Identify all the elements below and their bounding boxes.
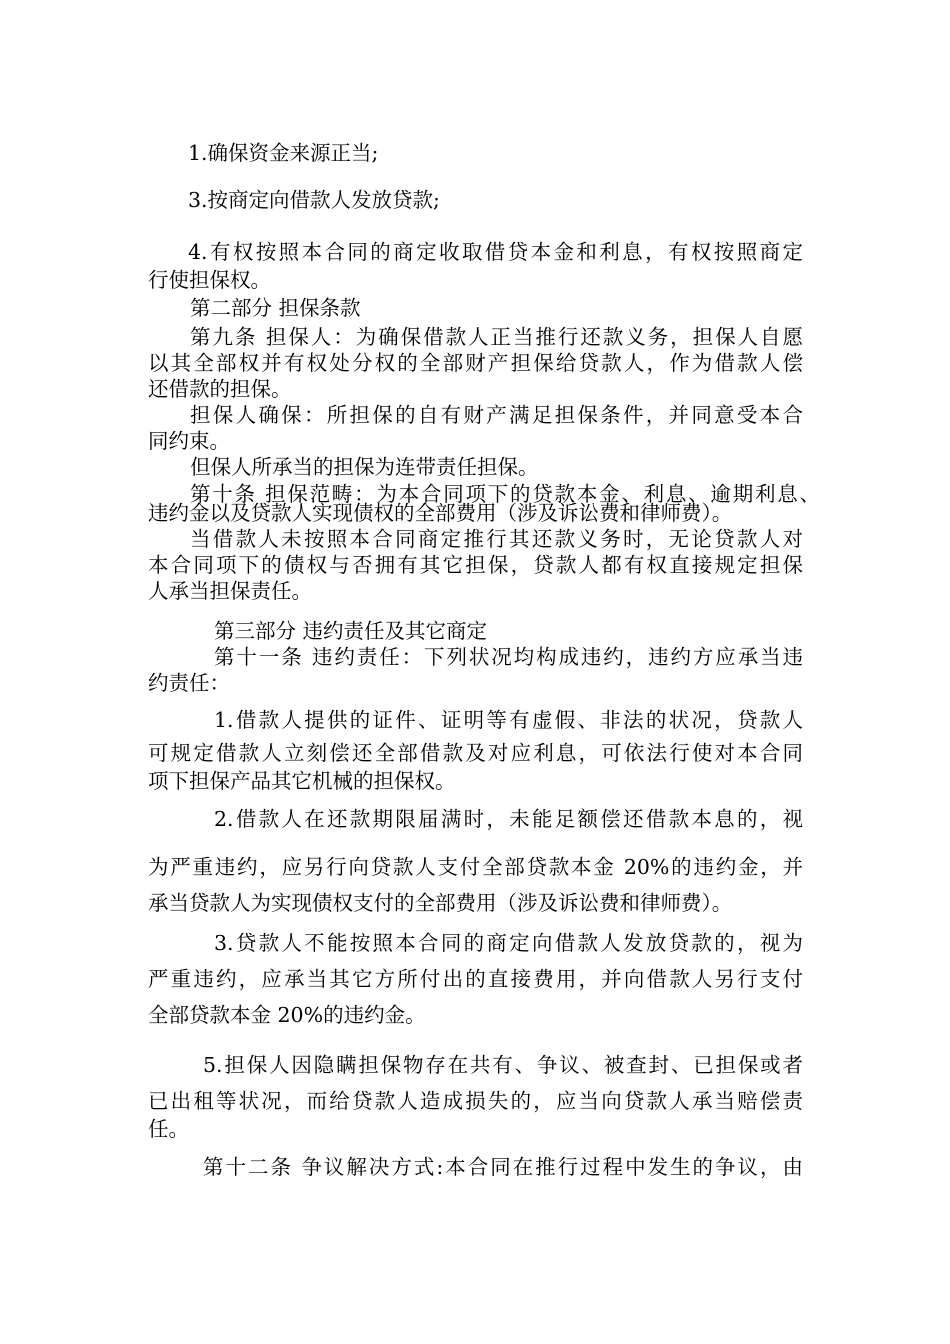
breach-1-line-1: 1.借款人提供的证件、证明等有虚假、非法的状况，贷款人	[214, 708, 803, 732]
breach-2-line-1: 2.借款人在还款期限届满时，未能足额偿还借款本息的，视	[214, 807, 803, 831]
article-11-line-2: 约责任：	[148, 671, 230, 695]
part3-heading: 第三部分 违约责任及其它商定	[214, 619, 488, 643]
breach-1-line-3: 项下担保产品其它机械的担保权。	[148, 769, 456, 793]
article-9-line-2: 以其全部权并有权处分权的全部财产担保给贷款人，作为借款人偿	[148, 351, 803, 375]
list-item-4-line-1: 4.有权按照本合同的商定收取借贷本金和利息，有权按照商定	[188, 240, 803, 264]
joint-liability: 但保人所承当的担保为连带责任担保。	[190, 455, 539, 479]
article-9-line-3: 还借款的担保。	[148, 377, 292, 401]
article-11-line-1: 第十一条 违约责任：下列状况均构成违约，违约方应承当违	[214, 645, 803, 669]
breach-3-line-3: 全部贷款本金 20%的违约金。	[148, 1003, 426, 1027]
breach-5-line-3: 任。	[148, 1117, 189, 1141]
guarantor-confirm-line-1: 担保人确保：所担保的自有财产满足担保条件，并同意受本合	[190, 403, 803, 427]
breach-2-line-2: 为严重违约，应另行向贷款人支付全部贷款本金 20%的违约金，并	[148, 855, 803, 879]
default-clause-line-1: 当借款人未按照本合同商定推行其还款义务时，无论贷款人对	[190, 527, 803, 551]
breach-2-line-3: 承当贷款人为实现债权支付的全部费用（涉及诉讼费和律师费）。	[148, 891, 733, 915]
part2-heading: 第二部分 担保条款	[190, 296, 361, 320]
breach-5-line-1: 5.担保人因隐瞒担保物存在共有、争议、被查封、已担保或者	[203, 1053, 803, 1077]
breach-3-line-1: 3.贷款人不能按照本合同的商定向借款人发放贷款的，视为	[214, 931, 803, 955]
list-item-1: 1.确保资金来源正当;	[188, 141, 379, 165]
article-10-line-1: 第十条 担保范畴：为本合同项下的贷款本金、利息、逾期利息、	[190, 482, 820, 506]
list-item-3: 3.按商定向借款人发放贷款;	[188, 188, 440, 212]
article-12-line-1: 第十二条 争议解决方式:本合同在推行过程中发生的争议，由	[203, 1155, 803, 1179]
list-item-4-line-2: 行使担保权。	[148, 268, 271, 292]
default-clause-line-3: 人承当担保责任。	[148, 579, 312, 603]
breach-1-line-2: 可规定借款人立刻偿还全部借款及对应利息，可依法行使对本合同	[148, 741, 803, 765]
article-10-line-2: 违约金以及贷款人实现债权的全部费用（涉及诉讼费和律师费）。	[148, 501, 733, 525]
guarantor-confirm-line-2: 同约束。	[148, 429, 230, 453]
breach-3-line-2: 严重违约，应承当其它方所付出的直接费用，并向借款人另行支付	[148, 967, 803, 991]
breach-5-line-2: 已出租等状况，而给贷款人造成损失的，应当向贷款人承当赔偿责	[148, 1089, 803, 1113]
default-clause-line-2: 本合同项下的债权与否拥有其它担保，贷款人都有权直接规定担保	[148, 553, 803, 577]
article-9-line-1: 第九条 担保人：为确保借款人正当推行还款义务，担保人自愿	[190, 325, 803, 349]
